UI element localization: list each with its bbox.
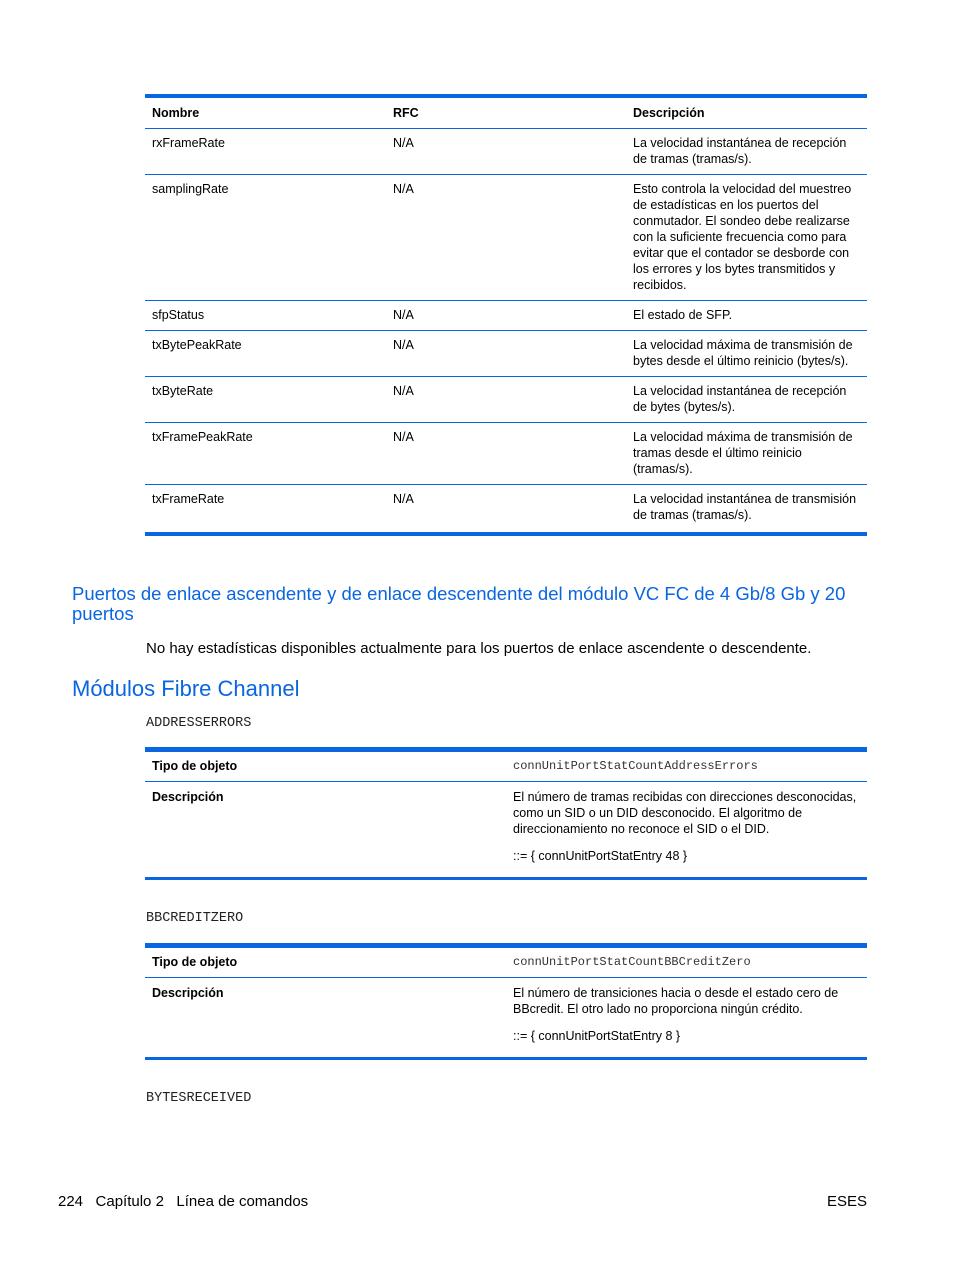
cell-rfc: N/A	[386, 175, 626, 301]
cell-name: txFramePeakRate	[145, 423, 386, 485]
description-text: El número de transiciones hacia o desde el estado cero de BBcredit. El otro lado no proporciona ningún crédito.	[513, 986, 839, 1016]
cell-description: La velocidad instantánea de transmisión de tramas (tramas/s).	[633, 492, 857, 522]
object-type-label: Tipo de objeto	[145, 750, 506, 782]
object-type-label: Tipo de objeto	[145, 946, 506, 978]
description-cell	[506, 782, 867, 879]
cell-rfc: N/A	[386, 331, 626, 377]
table-row	[145, 423, 867, 485]
section-heading-uplink-ports: Puertos de enlace ascendente y de enlace descendente del módulo VC FC de 4 Gb/8 Gb y 20 puertos	[72, 583, 846, 624]
table-row	[145, 978, 867, 1059]
column-header-rfc: RFC	[386, 96, 626, 129]
table-row	[145, 129, 867, 175]
cell-rfc: N/A	[386, 423, 626, 485]
description-entry: ::= { connUnitPortStatEntry 48 }	[513, 849, 688, 863]
cell-name: sfpStatus	[145, 301, 386, 331]
table-row	[145, 301, 867, 331]
cell-description: La velocidad instantánea de recepción de bytes (bytes/s).	[626, 377, 867, 423]
object-name-bytesreceived: BYTESRECEIVED	[146, 1091, 252, 1106]
cell-name: txFrameRate	[152, 492, 225, 506]
description-cell	[506, 978, 867, 1059]
object-name-bbcreditzero: BBCREDITZERO	[146, 911, 244, 926]
table-header-row	[145, 96, 867, 129]
cell-description: Esto controla la velocidad del muestreo de estadísticas en los puertos del conmutador. El sondeo debe realizarse con la suficiente frecuencia como para evitar que el contador se desborde con los errores y los bytes transmitidos y recibidos.	[626, 175, 867, 301]
cell-description: El estado de SFP.	[626, 301, 867, 331]
cell-name: rxFrameRate	[145, 129, 386, 175]
table-row	[145, 750, 867, 782]
table-row	[145, 175, 867, 301]
cell-rfc: N/A	[386, 301, 626, 331]
table-row	[145, 485, 867, 535]
cell-description: La velocidad instantánea de recepción de tramas (tramas/s).	[626, 129, 867, 175]
object-table-bbcreditzero	[145, 943, 867, 1060]
cell-name: txBytePeakRate	[145, 331, 386, 377]
table-row	[145, 782, 867, 879]
table-row	[145, 377, 867, 423]
footer-locale: ESES	[826, 1193, 867, 1210]
cell-name: txByteRate	[145, 377, 386, 423]
cell-description: La velocidad máxima de transmisión de bytes desde el último reinicio (bytes/s).	[626, 331, 867, 377]
section-heading-fibre-channel: Módulos Fibre Channel	[72, 676, 300, 701]
object-type-value: connUnitPortStatCountBBCreditZero	[506, 946, 867, 978]
cell-description: La velocidad máxima de transmisión de tramas desde el último reinicio (tramas/s).	[626, 423, 867, 485]
object-name-addresserrors: ADDRESSERRORS	[146, 716, 252, 731]
column-header-name: Nombre	[145, 96, 386, 129]
description-text: El número de tramas recibidas con direcciones desconocidas, como un SID o un DID desconocido. El algoritmo de direccionamiento no reconoce el SID o el DID.	[513, 790, 857, 836]
uplink-section-body: No hay estadísticas disponibles actualmente para los puertos de enlace ascendente o descendente.	[146, 640, 812, 657]
table-row	[145, 946, 867, 978]
description-label: Descripción	[152, 986, 224, 1000]
cell-rfc: N/A	[386, 129, 626, 175]
cell-name: samplingRate	[145, 175, 386, 301]
statistics-table	[145, 94, 867, 536]
column-header-description: Descripción	[626, 96, 867, 129]
description-label: Descripción	[152, 790, 224, 804]
description-entry: ::= { connUnitPortStatEntry 8 }	[513, 1029, 681, 1043]
cell-rfc: N/A	[393, 492, 414, 506]
object-type-value: connUnitPortStatCountAddressErrors	[506, 750, 867, 782]
footer-page-info	[58, 1192, 308, 1212]
cell-rfc: N/A	[386, 377, 626, 423]
footer-left-text: 224 Capítulo 2 Línea de comandos	[58, 1193, 309, 1210]
table-row	[145, 331, 867, 377]
object-table-addresserrors	[145, 747, 867, 880]
